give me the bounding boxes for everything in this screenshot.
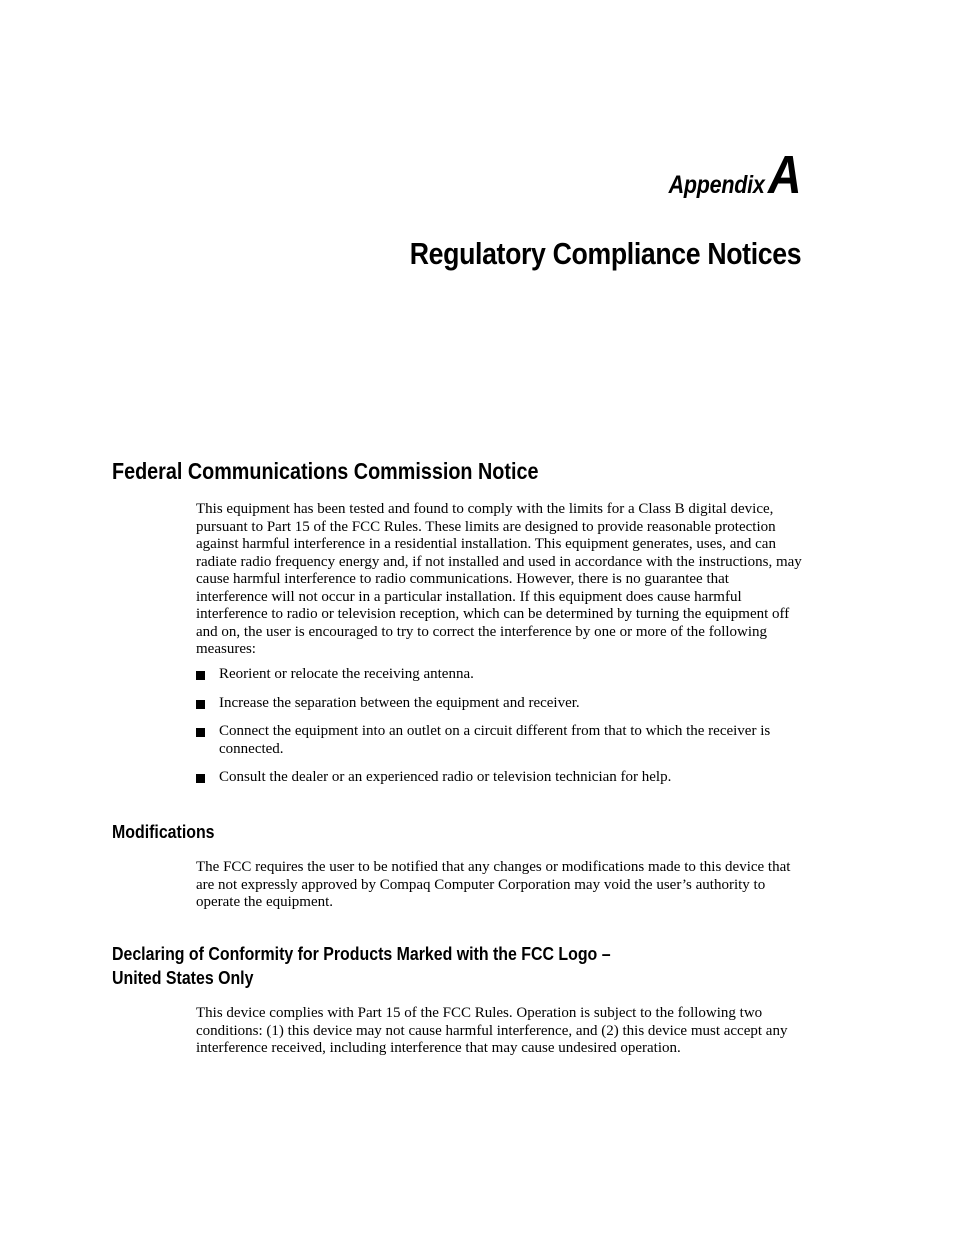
- fcc-notice-paragraph: This equipment has been tested and found to comply with the limits for a Class B digital device, pursuant to Part 15 of the FCC Rules. These limits are designed to provide reasonable protection against harmful interference in a residential installation. This equipment generates, uses, and can radiate radio frequency energy and, if not installed and used in accordance with the instructions, may cause harmful interference to radio communications. However, there is no guarantee that interference will not occur in a particular installation. If this equipment does cause harmful interference to radio or television reception, which can be determined by turning the equipment off and on, the user is encouraged to try to correct the interference by one or more of the following measures:: [196, 501, 802, 657]
- declaration-heading-line2: United States Only: [112, 967, 254, 988]
- modifications-paragraph: The FCC requires the user to be notified that any changes or modifications made to this device that are not expressly approved by Compaq Computer Corporation may void the user’s authority to operate the equipment.: [196, 859, 791, 910]
- appendix-word: Appendix: [668, 171, 765, 199]
- list-item: [196, 666, 796, 684]
- square-bullet-icon: [196, 700, 205, 709]
- list-item-text: Connect the equipment into an outlet on a circuit different from that to which the receiver is connected.: [219, 723, 771, 757]
- list-item-text: Reorient or relocate the receiving antenna.: [219, 666, 474, 682]
- appendix-letter: A: [767, 145, 801, 205]
- square-bullet-icon: [196, 774, 205, 783]
- list-item-text: Consult the dealer or an experienced radio or television technician for help.: [219, 769, 672, 785]
- modifications-heading: Modifications: [112, 821, 215, 842]
- list-item: [196, 695, 796, 713]
- page-title: Regulatory Compliance Notices: [409, 236, 801, 271]
- list-item: [196, 769, 796, 787]
- fcc-measures-list: [196, 666, 796, 798]
- list-item-text: Increase the separation between the equipment and receiver.: [219, 694, 580, 711]
- declaration-heading-line1: Declaring of Conformity for Products Marked with the FCC Logo –: [112, 943, 611, 964]
- fcc-notice-heading: Federal Communications Commission Notice: [112, 458, 539, 484]
- square-bullet-icon: [196, 728, 205, 737]
- list-item: [196, 723, 796, 758]
- appendix-label: [668, 145, 801, 205]
- declaration-paragraph: This device complies with Part 15 of the FCC Rules. Operation is subject to the following two conditions: (1) this device may not cause harmful interference, and (2) this device must accept any interference received, including interference that may cause undesired operation.: [196, 1005, 788, 1056]
- square-bullet-icon: [196, 671, 205, 680]
- declaration-heading: [112, 942, 611, 990]
